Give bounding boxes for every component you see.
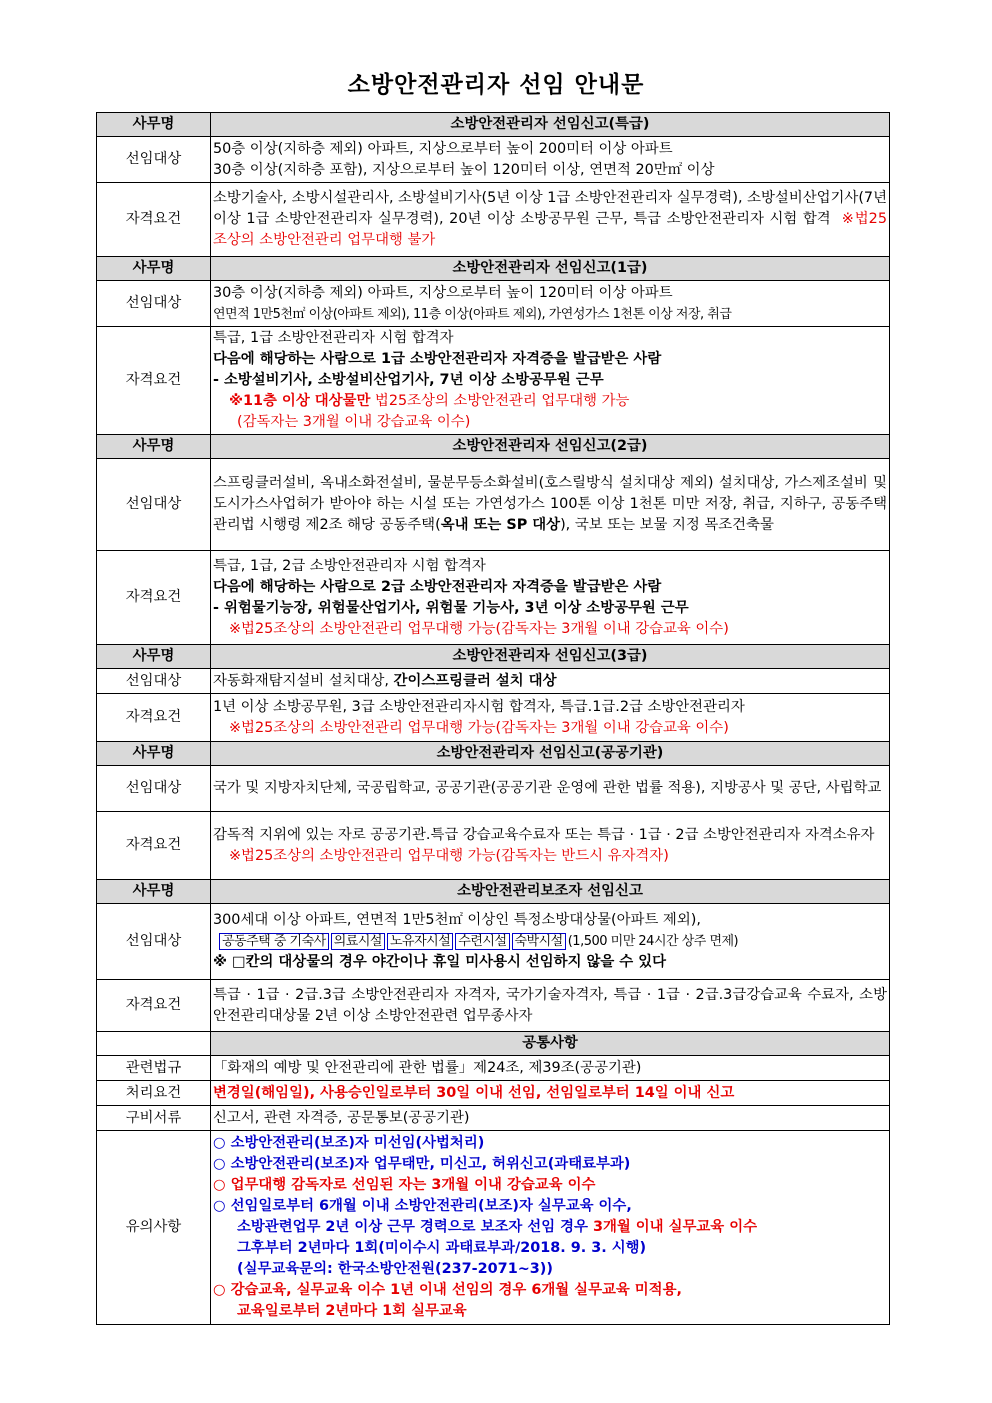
common-header: 공통사항 bbox=[211, 1032, 890, 1056]
task-label: 사무명 bbox=[97, 113, 211, 137]
grade1-note-b: 법25조상의 소방안전관리 업무대행 가능 bbox=[370, 393, 630, 409]
qual-label: 자격요건 bbox=[97, 694, 211, 742]
grade3-qual-row bbox=[97, 694, 890, 742]
docs-row bbox=[97, 1106, 890, 1131]
task-label: 사무명 bbox=[97, 645, 211, 669]
special-header-row bbox=[97, 113, 890, 137]
grade2-qual-3: - 위험물기능장, 위험물산업기사, 위험물 기능사, 3년 이상 소방공무원 근무 bbox=[213, 599, 689, 616]
special-qual-row bbox=[97, 183, 890, 257]
grade1-target-1: 30층 이상(지하층 제외) 아파트, 지상으로부터 높이 120미터 이상 아파트 bbox=[213, 284, 673, 301]
public-target-row bbox=[97, 766, 890, 812]
note-4b bbox=[213, 1217, 887, 1238]
grade3-qual bbox=[211, 694, 890, 742]
target-label: 선임대상 bbox=[97, 904, 211, 980]
grade1-note bbox=[213, 391, 887, 412]
qual-label: 자격요건 bbox=[97, 327, 211, 435]
qual-label: 자격요건 bbox=[97, 183, 211, 257]
task-label: 사무명 bbox=[97, 742, 211, 766]
assistant-header: 소방안전관리보조자 선임신고 bbox=[211, 880, 890, 904]
assistant-target-row bbox=[97, 904, 890, 980]
target-label: 선임대상 bbox=[97, 281, 211, 327]
box-medical: 의료시설 bbox=[331, 933, 385, 950]
law-row bbox=[97, 1056, 890, 1081]
public-note: ※법25조상의 소방안전관리 업무대행 가능(감독자는 반드시 유자격자) bbox=[229, 847, 669, 864]
assistant-qual-row bbox=[97, 980, 890, 1032]
grade2-target-b: 옥내 또는 SP 대상 bbox=[440, 517, 561, 533]
public-target: 국가 및 지방자치단체, 국공립학교, 공공기관(공공기관 운영에 관한 법률 적용), 지방공사 및 공단, 사립학교 bbox=[211, 766, 890, 812]
law-label: 관련법규 bbox=[97, 1056, 211, 1081]
grade2-target-row bbox=[97, 459, 890, 551]
note-3: ○ 업무대행 감독자로 선임된 자는 3개월 이내 강습교육 이수 bbox=[213, 1177, 596, 1193]
assistant-target-3: ※ □칸의 대상물의 경우 야간이나 휴일 미사용시 선임하지 않을 수 있다 bbox=[213, 954, 667, 970]
grade2-header-row bbox=[97, 435, 890, 459]
task-label: 사무명 bbox=[97, 257, 211, 281]
special-target-2: 30층 이상(지하층 포함), 지상으로부터 높이 120미터 이상, 연면적 20만㎡ 이상 bbox=[213, 161, 715, 178]
notes-label: 유의사항 bbox=[97, 1131, 211, 1325]
public-header-row bbox=[97, 742, 890, 766]
grade3-header-row bbox=[97, 645, 890, 669]
assistant-box-line bbox=[213, 931, 887, 952]
grade1-note-a: ※11층 이상 대상물만 bbox=[229, 393, 371, 409]
grade2-note: ※법25조상의 소방안전관리 업무대행 가능(감독자는 3개월 이내 강습교육 이수) bbox=[229, 620, 729, 637]
grade1-qual bbox=[211, 327, 890, 435]
task-label: 사무명 bbox=[97, 435, 211, 459]
grade1-qual-2: 다음에 해당하는 사람으로 1급 소방안전관리자 자격증을 발급받은 사람 bbox=[213, 351, 662, 367]
common-blank bbox=[97, 1032, 211, 1056]
grade2-qual-1: 특급, 1급, 2급 소방안전관리자 시험 합격자 bbox=[213, 557, 486, 574]
note-4d: (실무교육문의: 한국소방안전원(237-2071~3)) bbox=[237, 1261, 553, 1277]
public-qual-row bbox=[97, 812, 890, 880]
docs-label: 구비서류 bbox=[97, 1106, 211, 1131]
note-2: ○ 소방안전관리(보조)자 업무태만, 미신고, 허위신고(과태료부과) bbox=[213, 1156, 631, 1172]
public-qual-1: 감독적 지위에 있는 자로 공공기관.특급 강습교육수료자 또는 특급 · 1급 · 2급 소방안전관리자 자격소유자 bbox=[213, 826, 875, 843]
note-1: ○ 소방안전관리(보조)자 미선임(사법처리) bbox=[213, 1135, 485, 1151]
note-5b: 교육일로부터 2년마다 1회 실무교육 bbox=[237, 1303, 467, 1319]
assistant-target-1: 300세대 이상 아파트, 연면적 1만5천㎡ 이상인 특정소방대상물(아파트 제외), bbox=[213, 912, 701, 928]
special-qual-text: 소방기술사, 소방시설관리사, 소방설비기사(5년 이상 1급 소방안전관리자 실무경력), 소방설비산업기사(7년 이상 1급 소방안전관리자 실무경력), 20년 이상 소방공무원 근무, 특급 소방안전관리자 시험 합격 bbox=[213, 190, 887, 227]
grade2-qual-2: 다음에 해당하는 사람으로 2급 소방안전관리자 자격증을 발급받은 사람 bbox=[213, 578, 662, 595]
target-label: 선임대상 bbox=[97, 137, 211, 183]
grade1-header-row bbox=[97, 257, 890, 281]
note-5a: ○ 강습교육, 실무교육 이수 1년 이내 선임의 경우 6개월 실무교육 미적용, bbox=[213, 1282, 682, 1298]
docs-text: 신고서, 관련 자격증, 공문통보(공공기관) bbox=[211, 1106, 890, 1131]
assistant-target bbox=[211, 904, 890, 980]
special-target bbox=[211, 137, 890, 183]
grade1-target-row bbox=[97, 281, 890, 327]
grade1-qual-1: 특급, 1급 소방안전관리자 시험 합격자 bbox=[213, 330, 454, 346]
grade3-target bbox=[211, 669, 890, 694]
proc-text: 변경일(해임일), 사용승인일로부터 30일 이내 선임, 선임일로부터 14일 이내 신고 bbox=[211, 1081, 890, 1106]
grade2-target-c: ), 국보 또는 보물 지정 목조건축물 bbox=[560, 517, 774, 533]
guide-table bbox=[96, 112, 890, 1325]
grade3-target-row bbox=[97, 669, 890, 694]
grade3-header: 소방안전관리자 선임신고(3급) bbox=[211, 645, 890, 669]
target-label: 선임대상 bbox=[97, 766, 211, 812]
public-qual bbox=[211, 812, 890, 880]
notes-text bbox=[211, 1131, 890, 1325]
box-tail: (1,500 미만 24시간 상주 면제) bbox=[567, 934, 739, 949]
box-lodging: 숙박시설 bbox=[512, 933, 566, 950]
proc-row bbox=[97, 1081, 890, 1106]
grade1-qual-3: - 소방설비기사, 소방설비산업기사, 7년 이상 소방공무원 근무 bbox=[213, 372, 604, 388]
note-4a: ○ 선임일로부터 6개월 이내 소방안전관리(보조)자 실무교육 이수, bbox=[213, 1198, 632, 1214]
grade2-target-a: 스프링클러설비, 옥내소화전설비, 물분무등소화설비(호스릴방식 설치대상 제외) 설치대상, 가스제조설비 및 도시가스사업허가 받아야 하는 시설 또는 가연성가스 100톤 이상 1천톤 미만 저장, 취급, 지하구, 공동주택관리법 시행령 제2조 해당 공동주택( bbox=[213, 475, 887, 533]
target-label: 선임대상 bbox=[97, 669, 211, 694]
note-4c: 그후부터 2년마다 1회(미이수시 과태료부과/2018. 9. 3. 시행) bbox=[237, 1240, 647, 1256]
box-elderly: 노유자시설 bbox=[387, 933, 453, 950]
common-header-row bbox=[97, 1032, 890, 1056]
grade2-header: 소방안전관리자 선임신고(2급) bbox=[211, 435, 890, 459]
assistant-header-row bbox=[97, 880, 890, 904]
box-dormitory: 공동주택 중 기숙사 bbox=[219, 933, 329, 950]
qual-label: 자격요건 bbox=[97, 980, 211, 1032]
page-title: 소방안전관리자 선임 안내문 bbox=[347, 72, 645, 98]
special-target-1: 50층 이상(지하층 제외) 아파트, 지상으로부터 높이 200미터 이상 아파트 bbox=[213, 140, 673, 157]
notes-row bbox=[97, 1131, 890, 1325]
qual-label: 자격요건 bbox=[97, 812, 211, 880]
grade3-qual-1: 1년 이상 소방공무원, 3급 소방안전관리자시험 합격자, 특급.1급.2급 소방안전관리자 bbox=[213, 698, 745, 715]
grade3-note: ※법25조상의 소방안전관리 업무대행 가능(감독자는 3개월 이내 강습교육 이수) bbox=[229, 719, 729, 736]
grade1-target-2: 연면적 1만5천㎡ 이상(아파트 제외), 11층 이상(아파트 제외), 가연성가스 1천톤 이상 저장, 취급 bbox=[213, 306, 732, 322]
law-text: 「화재의 예방 및 안전관리에 관한 법률」제24조, 제39조(공공기관) bbox=[211, 1056, 890, 1081]
public-header: 소방안전관리자 선임신고(공공기관) bbox=[211, 742, 890, 766]
special-target-row bbox=[97, 137, 890, 183]
note-4b-1: 소방관련업무 2년 이상 근무 경력으로 보조자 선임 경우 bbox=[237, 1219, 593, 1235]
grade1-target bbox=[211, 281, 890, 327]
assistant-qual: 특급 · 1급 · 2급.3급 소방안전관리자 자격자, 국가기술자격자, 특급 · 1급 · 2급.3급강습교육 수료자, 소방안전관리대상물 2년 이상 소방안전관련 업무종사자 bbox=[211, 980, 890, 1032]
grade2-qual bbox=[211, 551, 890, 645]
target-label: 선임대상 bbox=[97, 459, 211, 551]
qual-label: 자격요건 bbox=[97, 551, 211, 645]
special-qual-note: ※법25조상의 소방안전관리 업무대행 불가 bbox=[213, 211, 887, 248]
note-4b-2: 3개월 이내 실무교육 이수 bbox=[592, 1219, 757, 1235]
grade2-qual-row bbox=[97, 551, 890, 645]
grade1-header: 소방안전관리자 선임신고(1급) bbox=[211, 257, 890, 281]
proc-label: 처리요건 bbox=[97, 1081, 211, 1106]
grade3-target-b: 간이스프링클러 설치 대상 bbox=[393, 672, 557, 689]
special-qual bbox=[211, 183, 890, 257]
grade1-note-c: (감독자는 3개월 이내 강습교육 이수) bbox=[237, 414, 471, 430]
special-header: 소방안전관리자 선임신고(특급) bbox=[211, 113, 890, 137]
task-label: 사무명 bbox=[97, 880, 211, 904]
grade3-target-a: 자동화재탐지설비 설치대상, bbox=[213, 672, 394, 689]
grade2-target bbox=[211, 459, 890, 551]
box-training: 수련시설 bbox=[455, 933, 509, 950]
grade1-qual-row bbox=[97, 327, 890, 435]
